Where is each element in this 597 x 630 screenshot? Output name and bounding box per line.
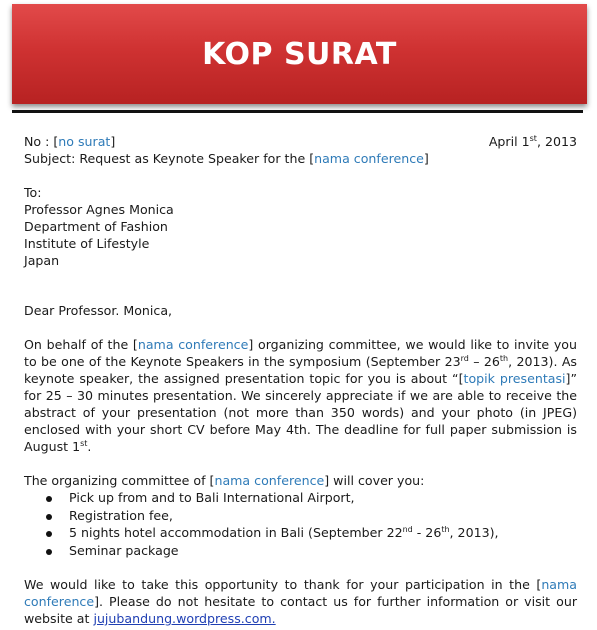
list-item: 5 nights hotel accommodation in Bali (September 22nd - 26th, 2013), xyxy=(24,524,577,542)
letter-date: April 1st, 2013 xyxy=(488,133,577,149)
placeholder-nama-conference: nama conference xyxy=(137,337,249,352)
paragraph-invitation: On behalf of the [nama conference] organizing committee, we would like to invite you to be one of the Keynote Speakers in the symposium (September 23rd – 26th, 2013). As keynote speaker, the assigned presentation topic for you is about “[topik presentasi]” for 25 – 30 minutes presentation. We sincerely appreciate if we are able to receive the abstract of your presentation (not more than 350 words) and your photo (in JPEG) enclosed with your short CV before May 4th. The deadline for full paper submission is August 1st. xyxy=(24,337,577,454)
list-item: Registration fee, xyxy=(24,507,577,525)
list-item: Pick up from and to Bali International Airport, xyxy=(24,489,577,507)
recipient-line: Department of Fashion xyxy=(24,219,168,234)
paragraph-closing: We would like to take this opportunity to thank for your participation in the [nama conference]. Please do not hesitate to contact us for further information or visit our website at jujubandung.wordpress.com. xyxy=(24,577,577,626)
recipient-line: Professor Agnes Monica xyxy=(24,202,174,217)
bullet-icon xyxy=(46,514,52,520)
header-divider xyxy=(12,110,583,113)
letterhead-title: KOP SURAT xyxy=(202,36,397,72)
bullet-icon xyxy=(46,549,52,555)
placeholder-nama-conference: nama conference xyxy=(214,473,325,488)
recipient-line: Institute of Lifestyle xyxy=(24,236,150,251)
recipient-line: Japan xyxy=(24,253,60,268)
letter-body xyxy=(24,133,577,627)
placeholder-nama-conference: nama conference xyxy=(314,151,424,166)
bullet-icon xyxy=(46,496,52,502)
coverage-list xyxy=(24,489,577,559)
placeholder-topik-presentasi: topik presentasi xyxy=(463,371,566,386)
salutation: Dear Professor. Monica, xyxy=(24,303,173,318)
website-link[interactable]: jujubandung.wordpress.com. xyxy=(93,611,276,626)
letter-number: No : [no surat] xyxy=(24,134,116,149)
placeholder-no-surat: no surat xyxy=(58,134,111,149)
list-item: Seminar package xyxy=(24,542,577,560)
recipient-to-label: To: xyxy=(24,185,42,200)
coverage-intro: The organizing committee of [nama conference] will cover you: xyxy=(24,473,425,488)
bullet-icon xyxy=(46,531,52,537)
placeholder-nama-conference: nama conference xyxy=(24,577,577,609)
letter-meta-row xyxy=(24,133,577,150)
letterhead-banner xyxy=(12,4,587,104)
letter-subject: Subject: Request as Keynote Speaker for the [nama conference] xyxy=(24,151,429,166)
